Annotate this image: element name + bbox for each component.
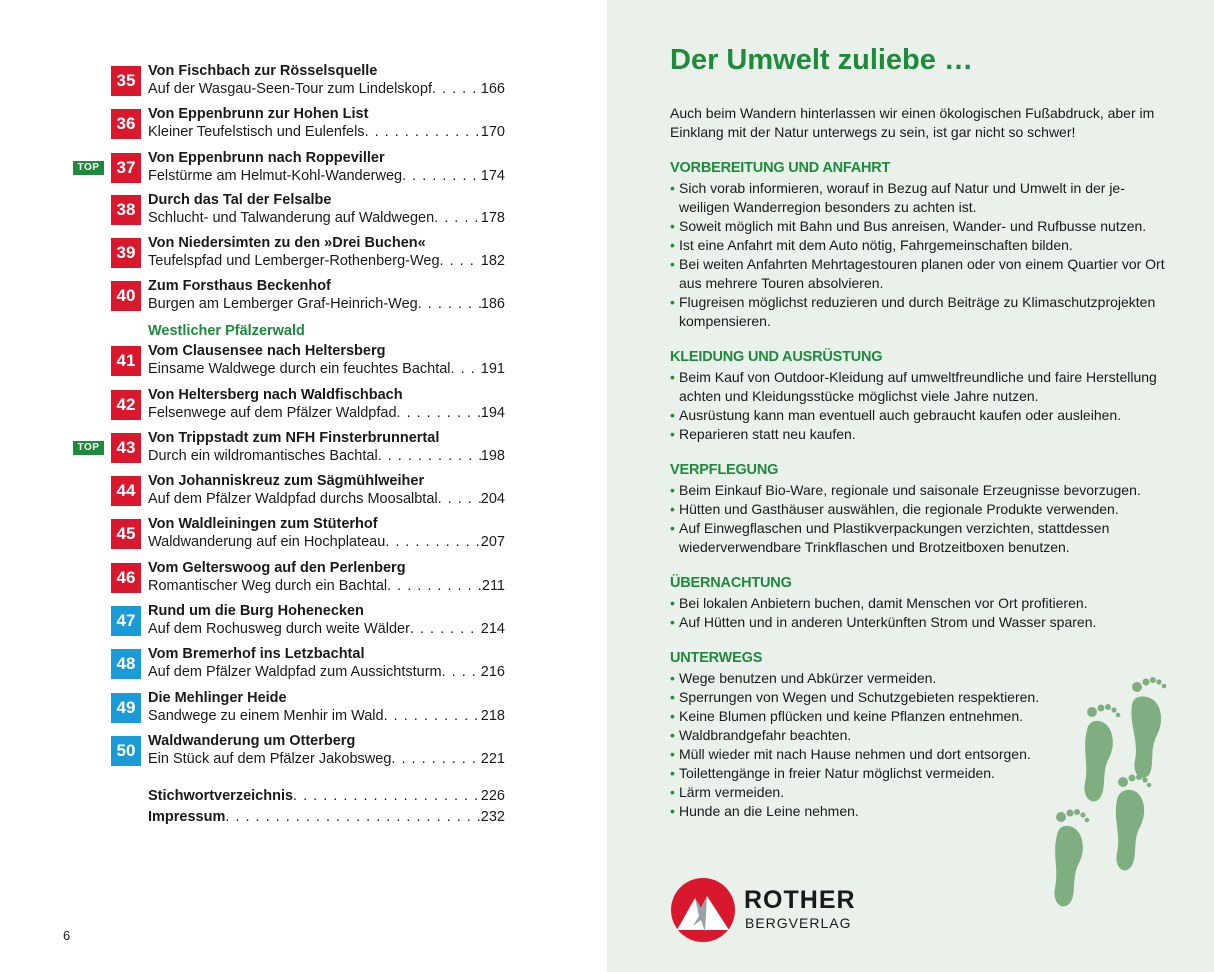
intro-paragraph: Auch beim Wandern hinterlassen wir einen ökologischen Fußabdruck, aber im Einklang mit der Natur unterwegs zu sein, ist gar nicht so schwer! xyxy=(670,105,1155,140)
logo-text-rother: ROTHER xyxy=(744,886,856,914)
tour-subtitle: Durch ein wildromantisches Bachtal xyxy=(148,448,378,464)
tour-title: Von Niedersimten zu den »Drei Buchen« xyxy=(148,235,426,251)
tour-number-badge: 41 xyxy=(111,346,141,376)
tour-subtitle: Einsame Waldwege durch ein feuchtes Bachtal xyxy=(148,361,451,377)
leader-dots xyxy=(385,534,481,550)
toc-entry-39[interactable] xyxy=(111,237,511,273)
toc-entry-46[interactable] xyxy=(111,562,511,598)
toc-entry-49[interactable] xyxy=(111,692,511,728)
bullet-list xyxy=(670,594,1170,632)
leader-dots xyxy=(402,168,481,184)
leader-dots xyxy=(434,210,481,226)
list-item: • Wege benutzen und Abkürzer vermeiden. xyxy=(670,669,1170,688)
tour-page-number: 214 xyxy=(480,621,505,637)
list-item: • Sich vorab informieren, worauf in Bezug auf Natur und Umwelt in der jeweiligen Wanderregion besonders zu achten ist. xyxy=(670,179,1170,217)
tour-subtitle-line xyxy=(148,751,505,767)
bullet-list xyxy=(670,481,1170,557)
tour-subtitle: Waldwanderung auf ein Hochplateau xyxy=(148,534,386,550)
tour-title: Zum Forsthaus Beckenhof xyxy=(148,278,331,294)
tour-subtitle-line xyxy=(148,491,505,507)
tour-subtitle: Felstürme am Helmut-Kohl-Wanderweg xyxy=(148,168,403,184)
tour-subtitle-line xyxy=(148,664,505,680)
tour-number-badge: 38 xyxy=(111,195,141,225)
leader-dots xyxy=(418,296,481,312)
tour-number-badge: 50 xyxy=(111,736,141,766)
list-item: • Sperrungen von Wegen und Schutzgebieten respektieren. xyxy=(670,688,1170,707)
section-heading: ÜBERNACHTUNG xyxy=(670,575,792,591)
tour-number-badge: 36 xyxy=(111,109,141,139)
tour-subtitle-line xyxy=(148,708,505,724)
tour-page-number: 170 xyxy=(480,124,505,140)
list-item: • Reparieren statt neu kaufen. xyxy=(670,425,1170,444)
toc-entry-44[interactable] xyxy=(111,475,511,511)
tour-page-number: 211 xyxy=(481,578,505,594)
tour-title: Von Fischbach zur Rösselsquelle xyxy=(148,63,378,79)
list-item: • Flugreisen möglichst reduzieren und durch Beiträge zu Klimaschutzprojekten kompensieren. xyxy=(670,293,1170,331)
tour-number-badge: 45 xyxy=(111,519,141,549)
list-item: • Keine Blumen pflücken und keine Pflanzen entnehmen. xyxy=(670,707,1170,726)
tour-subtitle-line xyxy=(148,168,505,184)
toc-entry-37[interactable] xyxy=(77,150,511,188)
list-item: • Hunde an die Leine nehmen. xyxy=(670,802,1170,821)
tour-subtitle: Sandwege zu einem Menhir im Wald xyxy=(148,708,384,724)
section-heading: VERPFLEGUNG xyxy=(670,462,779,478)
section-uebernachtung xyxy=(670,575,1170,632)
leader-dots xyxy=(391,751,480,767)
leader-dots xyxy=(397,405,481,421)
list-item: • Müll wieder mit nach Hause nehmen und dort entsorgen. xyxy=(670,745,1170,764)
toc-entry-50[interactable] xyxy=(111,735,511,771)
section-heading: KLEIDUNG UND AUSRÜSTUNG xyxy=(670,349,883,365)
rother-logo xyxy=(669,876,869,946)
page-title: Der Umwelt zuliebe … xyxy=(670,44,973,76)
right-page xyxy=(607,0,1214,972)
index-label: Impressum xyxy=(148,809,226,825)
tour-page-number: 218 xyxy=(480,708,505,724)
toc-entry-40[interactable] xyxy=(111,280,511,316)
leader-dots xyxy=(384,708,481,724)
index-entry-stichwortverzeichnis[interactable] xyxy=(148,788,505,804)
tour-title: Durch das Tal der Felsalbe xyxy=(148,192,332,208)
tour-page-number: 207 xyxy=(480,534,505,550)
tour-subtitle-line xyxy=(148,210,505,226)
leader-dots xyxy=(432,81,481,97)
tour-subtitle: Teufelspfad und Lemberger-Rothenberg-Weg xyxy=(148,253,440,269)
tour-page-number: 204 xyxy=(480,491,505,507)
tour-subtitle-line xyxy=(148,253,505,269)
toc-entry-36[interactable] xyxy=(111,108,511,144)
list-item: • Soweit möglich mit Bahn und Bus anreisen, Wander- und Rufbusse nutzen. xyxy=(670,217,1170,236)
bullet-list xyxy=(670,368,1170,444)
tour-page-number: 174 xyxy=(480,168,505,184)
list-item: • Toilettengänge in freier Natur möglichst vermeiden. xyxy=(670,764,1170,783)
list-item: • Auf Hütten und in anderen Unterkünften Strom und Wasser sparen. xyxy=(670,613,1170,632)
tour-number-badge: 42 xyxy=(111,390,141,420)
tour-subtitle: Romantischer Weg durch ein Bachtal xyxy=(148,578,388,594)
list-item: • Ausrüstung kann man eventuell auch gebraucht kaufen oder ausleihen. xyxy=(670,406,1170,425)
tour-subtitle-line xyxy=(148,534,505,550)
tour-subtitle: Kleiner Teufelstisch und Eulenfels xyxy=(148,124,365,140)
tour-number-badge: 39 xyxy=(111,238,141,268)
top-tour-badge: TOP xyxy=(73,441,104,455)
toc-entry-43[interactable] xyxy=(77,430,511,468)
tour-page-number: 182 xyxy=(480,253,505,269)
list-item: • Lärm vermeiden. xyxy=(670,783,1170,802)
tour-title: Rund um die Burg Hohenecken xyxy=(148,603,364,619)
tour-subtitle: Auf dem Rochusweg durch weite Wälder xyxy=(148,621,410,637)
tour-page-number: 216 xyxy=(480,664,505,680)
tour-number-badge: 44 xyxy=(111,476,141,506)
tour-title: Von Heltersberg nach Waldfischbach xyxy=(148,387,403,403)
tour-title: Die Mehlinger Heide xyxy=(148,690,287,706)
section-heading: VORBEREITUNG UND ANFAHRT xyxy=(670,160,891,176)
logo-text-bergverlag: BERGVERLAG xyxy=(745,915,852,931)
list-item: • Bei lokalen Anbietern buchen, damit Menschen vor Ort profitieren. xyxy=(670,594,1170,613)
tour-subtitle: Burgen am Lemberger Graf-Heinrich-Weg xyxy=(148,296,418,312)
tour-subtitle-line xyxy=(148,124,505,140)
tour-page-number: 221 xyxy=(480,751,505,767)
tour-title: Waldwanderung um Otterberg xyxy=(148,733,356,749)
section-vorbereitung xyxy=(670,160,1170,331)
tour-subtitle-line xyxy=(148,296,505,312)
tour-number-badge: 37 xyxy=(111,153,141,183)
tour-subtitle: Ein Stück auf dem Pfälzer Jakobsweg xyxy=(148,751,392,767)
toc-entry-38[interactable] xyxy=(111,194,511,230)
tour-page-number: 166 xyxy=(480,81,505,97)
tour-subtitle-line xyxy=(148,405,505,421)
tour-number-badge: 35 xyxy=(111,66,141,96)
toc-entry-45[interactable] xyxy=(111,518,511,554)
leader-dots xyxy=(365,124,481,140)
tour-title: Von Johanniskreuz zum Sägmühlweiher xyxy=(148,473,425,489)
tour-subtitle-line xyxy=(148,361,505,377)
index-label: Stichwortverzeichnis xyxy=(148,788,294,804)
page-number: 6 xyxy=(63,928,71,943)
tour-number-badge: 46 xyxy=(111,563,141,593)
tour-page-number: 194 xyxy=(480,405,505,421)
toc-entry-41[interactable] xyxy=(111,345,511,381)
list-item: • Hütten und Gasthäuser auswählen, die regionale Produkte verwenden. xyxy=(670,500,1170,519)
tour-subtitle: Schlucht- und Talwanderung auf Waldwegen xyxy=(148,210,435,226)
top-tour-badge: TOP xyxy=(73,161,104,175)
list-item: • Bei weiten Anfahrten Mehrtagestouren planen oder von einem Quartier vor Ort aus mehrere Touren absolvieren. xyxy=(670,255,1170,293)
tour-title: Von Eppenbrunn nach Roppeviller xyxy=(148,150,385,166)
tour-page-number: 198 xyxy=(480,448,505,464)
tour-subtitle-line xyxy=(148,81,505,97)
section-verpflegung xyxy=(670,462,1170,557)
tour-number-badge: 40 xyxy=(111,281,141,311)
tour-title: Von Waldleiningen zum Stüterhof xyxy=(148,516,378,532)
toc-entry-47[interactable] xyxy=(111,605,511,641)
tour-subtitle: Felsenwege auf dem Pfälzer Waldpfad xyxy=(148,405,397,421)
list-item: • Ist eine Anfahrt mit dem Auto nötig, Fahrgemeinschaften bilden. xyxy=(670,236,1170,255)
leader-dots xyxy=(387,578,482,594)
leader-dots xyxy=(442,664,481,680)
tour-page-number: 191 xyxy=(480,361,505,377)
leader-dots xyxy=(438,491,481,507)
section-heading: UNTERWEGS xyxy=(670,650,763,666)
tour-subtitle: Auf der Wasgau-Seen-Tour zum Lindelskopf xyxy=(148,81,432,97)
tour-subtitle-line xyxy=(148,448,505,464)
list-item: • Waldbrandgefahr beachten. xyxy=(670,726,1170,745)
list-item: • Beim Kauf von Outdoor-Kleidung auf umweltfreundliche und faire Herstellung achten und Kleidungsstücke möglichst viele Jahre nutzen. xyxy=(670,368,1170,406)
tour-number-badge: 48 xyxy=(111,649,141,679)
bullet-list xyxy=(670,179,1170,331)
tour-title: Von Trippstadt zum NFH Finsterbrunnertal xyxy=(148,430,440,446)
tour-number-badge: 43 xyxy=(111,433,141,463)
list-item: • Beim Einkauf Bio-Ware, regionale und saisonale Erzeugnisse bevorzugen. xyxy=(670,481,1170,500)
toc-entry-42[interactable] xyxy=(111,389,511,425)
index-page: 226 xyxy=(480,788,505,804)
tour-title: Von Eppenbrunn zur Hohen List xyxy=(148,106,369,122)
leader-dots xyxy=(440,253,481,269)
tour-title: Vom Clausensee nach Heltersberg xyxy=(148,343,386,359)
tour-subtitle: Auf dem Pfälzer Waldpfad durchs Moosalbtal xyxy=(148,491,438,507)
tour-title: Vom Bremerhof ins Letzbachtal xyxy=(148,646,365,662)
leader-dots xyxy=(410,621,481,637)
tour-title: Vom Gelterswoog auf den Perlenberg xyxy=(148,560,406,576)
toc-entry-35[interactable] xyxy=(111,65,511,101)
toc-entry-48[interactable] xyxy=(111,648,511,684)
index-entry-impressum[interactable] xyxy=(148,809,505,825)
tour-number-badge: 49 xyxy=(111,693,141,723)
tour-subtitle-line xyxy=(148,621,505,637)
tour-page-number: 178 xyxy=(480,210,505,226)
section-heading: Westlicher Pfälzerwald xyxy=(148,323,305,339)
tour-page-number: 186 xyxy=(480,296,505,312)
leader-dots xyxy=(378,448,481,464)
section-kleidung xyxy=(670,349,1170,444)
tour-number-badge: 47 xyxy=(111,606,141,636)
mountain-logo-icon xyxy=(669,876,737,944)
leader-dots xyxy=(451,361,481,377)
tour-subtitle: Auf dem Pfälzer Waldpfad zum Aussichtsturm xyxy=(148,664,442,680)
list-item: • Auf Einwegflaschen und Plastikverpackungen verzichten, stattdessen wiederverwendbare Trinkflaschen und Brotzeitboxen benutzen. xyxy=(670,519,1170,557)
tour-subtitle-line xyxy=(148,578,505,594)
footprints-icon xyxy=(1037,665,1187,915)
index-page: 232 xyxy=(480,809,505,825)
